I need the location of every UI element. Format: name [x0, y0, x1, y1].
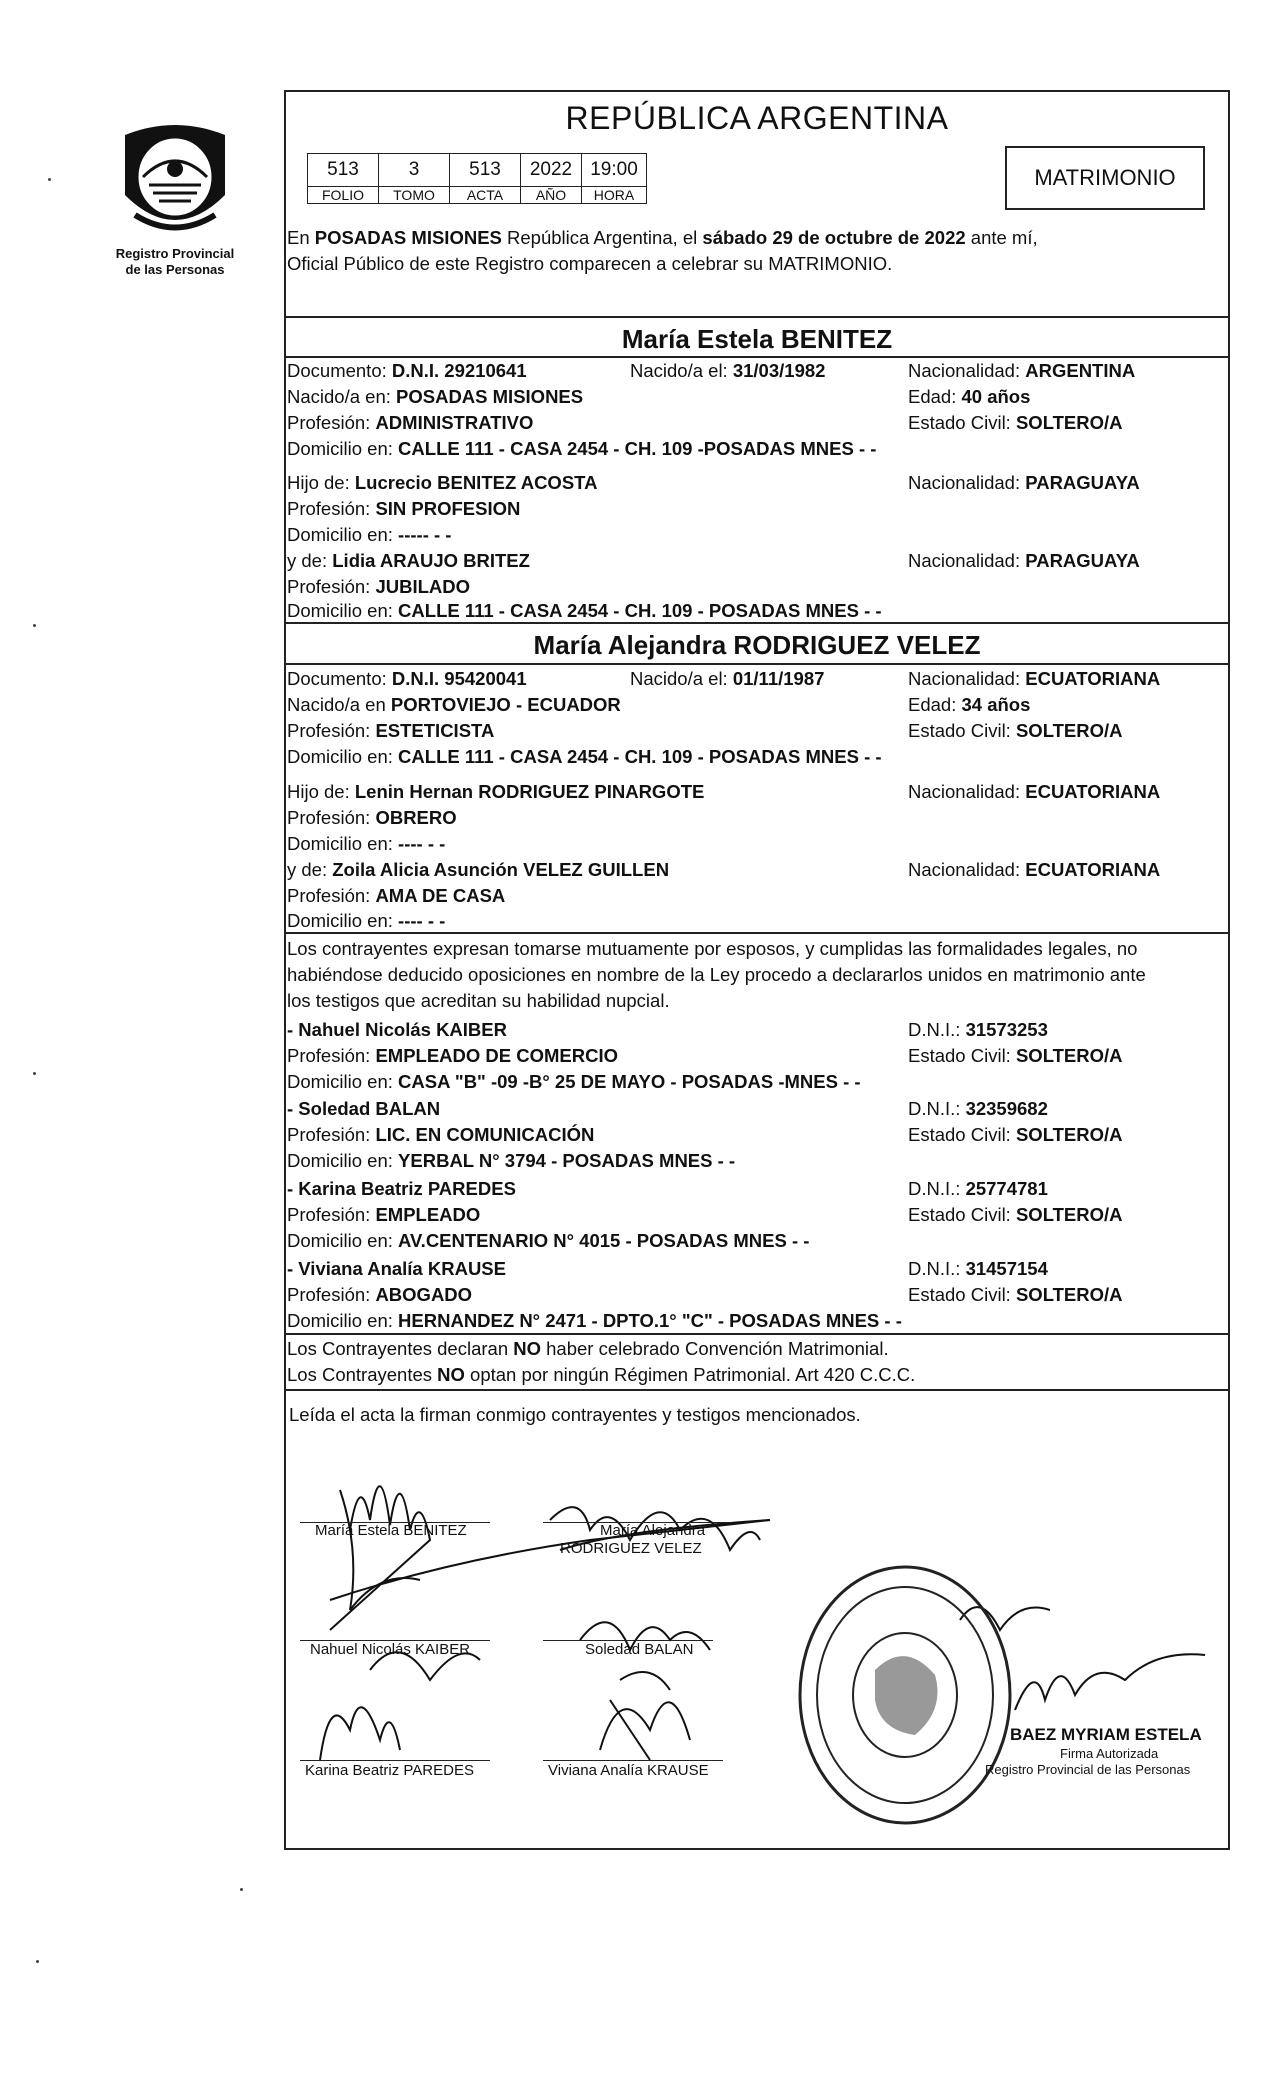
field-label: Documento:: [287, 360, 392, 381]
field-value: HERNANDEZ N° 2471 - DPTO.1° "C" - POSADAS MNES - -: [398, 1310, 902, 1331]
official-office: Registro Provincial de las Personas: [985, 1762, 1191, 1777]
field-value: OBRERO: [375, 807, 457, 828]
intro-text: República Argentina, el: [501, 227, 703, 248]
note-text: Los Contrayentes declaran: [287, 1338, 514, 1359]
intro-text: En: [287, 227, 315, 248]
folio-cell: [307, 153, 379, 204]
field-label: Domicilio en:: [287, 1230, 399, 1251]
field-value: ECUATORIANA: [1025, 781, 1161, 802]
field-label: Edad:: [908, 386, 962, 407]
spouse2-madre-nac: [908, 857, 1160, 882]
intro-line-1: [287, 225, 1038, 250]
signature-label-krause: Viviana Analía KRAUSE: [548, 1762, 709, 1779]
intro-city: POSADAS MISIONES: [314, 227, 502, 248]
registry-logo: [100, 115, 250, 277]
field-value: Lidia ARAUJO BRITEZ: [332, 550, 530, 571]
field-value: D.N.I. 29210641: [391, 360, 527, 381]
field-value: ESTETICISTA: [375, 720, 495, 741]
field-value: CALLE 111 - CASA 2454 - CH. 109 -POSADAS MNES - -: [398, 438, 877, 459]
field-value: CALLE 111 - CASA 2454 - CH. 109 - POSADAS MNES - -: [398, 600, 882, 621]
field-label: Nacionalidad:: [908, 360, 1026, 381]
field-label: Profesión:: [287, 1124, 376, 1145]
witness1-dni: [908, 1017, 1048, 1042]
field-value: SIN PROFESION: [375, 498, 521, 519]
tomo-label: TOMO: [379, 186, 449, 203]
tomo-cell: [378, 153, 450, 204]
spouse2-name: María Alejandra RODRIGUEZ VELEZ: [533, 630, 981, 660]
field-label: Nacido/a el:: [630, 668, 733, 689]
witness2-domicilio: [287, 1148, 735, 1173]
hora-value: 19:00: [590, 159, 638, 180]
field-value: Lucrecio BENITEZ ACOSTA: [354, 472, 598, 493]
field-value: ABOGADO: [375, 1284, 473, 1305]
spouse1-madre-prof: [287, 574, 470, 599]
spouse1-name: María Estela BENITEZ: [621, 324, 893, 354]
field-value: 31/03/1982: [732, 360, 826, 381]
field-value: SOLTERO/A: [1015, 1204, 1123, 1225]
note-text: optan por ningún Régimen Patrimonial. Art 420 C.C.C.: [464, 1364, 916, 1385]
field-value: 01/11/1987: [732, 668, 825, 689]
field-label: Domicilio en:: [287, 1071, 399, 1092]
note-convention: [287, 1336, 889, 1361]
witness2-estado: [908, 1122, 1123, 1147]
country-title: REPÚBLICA ARGENTINA: [565, 100, 949, 136]
field-label: Profesión:: [287, 1204, 376, 1225]
field-label: Hijo de:: [287, 781, 355, 802]
field-value: Lenin Hernan RODRIGUEZ PINARGOTE: [354, 781, 705, 802]
folio-label: FOLIO: [308, 186, 378, 203]
field-value: AV.CENTENARIO N° 4015 - POSADAS MNES - -: [398, 1230, 810, 1251]
spouse2-edad: [908, 692, 1030, 717]
spouse1-lugar: [287, 384, 583, 409]
spouse2-padre-dom: [287, 831, 445, 856]
spouse2-madre-dom: [287, 908, 445, 933]
field-label: Profesión:: [287, 885, 376, 906]
field-label: Domicilio en:: [287, 910, 399, 931]
field-value: YERBAL N° 3794 - POSADAS MNES - -: [398, 1150, 736, 1171]
field-value: SOLTERO/A: [1015, 720, 1123, 741]
spouse1-padre-prof: [287, 496, 520, 521]
witness3-estado: [908, 1202, 1123, 1227]
witness2-profesion: [287, 1122, 594, 1147]
field-value: EMPLEADO: [375, 1204, 481, 1225]
scan-speck: [33, 1072, 36, 1075]
signature-line: [300, 1760, 490, 1761]
spouse1-profesion: [287, 410, 533, 435]
field-value: ADMINISTRATIVO: [375, 412, 534, 433]
field-value: ECUATORIANA: [1025, 859, 1161, 880]
field-value: PARAGUAYA: [1025, 550, 1140, 571]
field-label: Profesión:: [287, 498, 376, 519]
declaration-line-3: los testigos que acreditan su habilidad nupcial.: [287, 990, 670, 1011]
spouse2-nacido: [630, 666, 824, 691]
spouse1-estado: [908, 410, 1123, 435]
tomo-value: 3: [408, 159, 420, 180]
field-value: ----- - -: [398, 524, 452, 545]
note-emphasis: NO: [513, 1338, 541, 1359]
field-label: y de:: [287, 550, 333, 571]
witness2-name: - Soledad BALAN: [287, 1098, 441, 1119]
witness3-dni: [908, 1176, 1048, 1201]
divider: [284, 663, 1230, 665]
field-label: Profesión:: [287, 1284, 376, 1305]
field-value: SOLTERO/A: [1015, 412, 1123, 433]
field-value: ---- - -: [398, 910, 446, 931]
field-value: D.N.I. 95420041: [391, 668, 527, 689]
spouse2-estado: [908, 718, 1123, 743]
official-seal-icon: [795, 1560, 1015, 1830]
spouse1-madre-dom: [287, 598, 882, 623]
field-label: Profesión:: [287, 720, 376, 741]
signature-label-kaiber: Nahuel Nicolás KAIBER: [310, 1641, 471, 1658]
witness2-dni: [908, 1096, 1048, 1121]
field-value: SOLTERO/A: [1015, 1284, 1123, 1305]
spouse1-padre-dom: [287, 522, 451, 547]
field-value: AMA DE CASA: [375, 885, 506, 906]
acta-cell: [449, 153, 521, 204]
ano-value: 2022: [529, 159, 573, 180]
field-label: Nacido/a en: [287, 694, 391, 715]
field-value: POSADAS MISIONES: [396, 386, 584, 407]
witness4-dni: [908, 1256, 1048, 1281]
record-type-box: MATRIMONIO: [1005, 146, 1205, 210]
provincial-shield-icon: [115, 115, 235, 245]
intro-date: sábado 29 de octubre de 2022: [702, 227, 966, 248]
divider: [284, 1389, 1230, 1391]
field-value: 25774781: [965, 1178, 1048, 1199]
witness4-profesion: [287, 1282, 472, 1307]
field-value: LIC. EN COMUNICACIÓN: [375, 1124, 595, 1145]
field-label: Domicilio en:: [287, 524, 399, 545]
official-name: BAEZ MYRIAM ESTELA: [1010, 1725, 1202, 1744]
intro-text: ante mí,: [965, 227, 1038, 248]
witness4-domicilio: [287, 1308, 902, 1333]
hora-label: HORA: [582, 186, 646, 203]
spouse2-nacionalidad: [908, 666, 1160, 691]
field-label: Profesión:: [287, 807, 376, 828]
witness1-estado: [908, 1043, 1123, 1068]
logo-caption-line1: Registro Provincial: [115, 246, 235, 261]
signature-label-benitez: María Estela BENITEZ: [315, 1522, 467, 1539]
witness3-profesion: [287, 1202, 480, 1227]
field-label: Estado Civil:: [908, 1124, 1016, 1145]
field-label: Estado Civil:: [908, 720, 1016, 741]
field-label: Domicilio en:: [287, 1150, 399, 1171]
spouse2-lugar: [287, 692, 621, 717]
witness1-name: - Nahuel Nicolás KAIBER: [287, 1019, 507, 1040]
signature-line: [543, 1760, 723, 1761]
field-value: PORTOVIEJO - ECUADOR: [390, 694, 621, 715]
signature-label-paredes: Karina Beatriz PAREDES: [305, 1762, 474, 1779]
spouse2-padre-nac: [908, 779, 1160, 804]
spouse1-domicilio: [287, 436, 876, 461]
field-value: 34 años: [961, 694, 1031, 715]
acta-label: ACTA: [450, 186, 520, 203]
official-role: Firma Autorizada: [1060, 1746, 1159, 1761]
note-text: haber celebrado Convención Matrimonial.: [541, 1338, 889, 1359]
signature-label-rodriguez-2: RODRIGUEZ VELEZ: [560, 1540, 702, 1557]
field-label: Estado Civil:: [908, 1204, 1016, 1225]
intro-line-2: Oficial Público de este Registro comparecen a celebrar su MATRIMONIO.: [287, 253, 893, 274]
field-label: Profesión:: [287, 1045, 376, 1066]
note-text: Los Contrayentes: [287, 1364, 438, 1385]
field-value: ---- - -: [398, 833, 446, 854]
field-value: EMPLEADO DE COMERCIO: [375, 1045, 619, 1066]
ano-label: AÑO: [521, 186, 581, 203]
witness1-domicilio: [287, 1069, 861, 1094]
field-value: 32359682: [965, 1098, 1048, 1119]
acta-value: 513: [469, 159, 501, 180]
field-value: SOLTERO/A: [1015, 1045, 1123, 1066]
field-label: Profesión:: [287, 576, 376, 597]
field-label: Profesión:: [287, 412, 376, 433]
spouse1-nacionalidad: [908, 358, 1135, 383]
field-value: JUBILADO: [375, 576, 470, 597]
field-label: D.N.I.:: [908, 1019, 966, 1040]
scan-speck: [48, 178, 51, 181]
declaration-line-2: habiéndose deducido oposiciones en nombre de la Ley procedo a declararlos unidos en matrimonio ante: [287, 964, 1146, 985]
spouse2-madre-prof: [287, 883, 505, 908]
field-value: CASA "B" -09 -B° 25 DE MAYO - POSADAS -MNES - -: [398, 1071, 861, 1092]
logo-caption-line2: de las Personas: [125, 262, 225, 277]
spouse2-madre: [287, 857, 669, 882]
spouse1-documento: [287, 358, 527, 383]
field-label: Nacionalidad:: [908, 859, 1026, 880]
field-value: CALLE 111 - CASA 2454 - CH. 109 - POSADAS MNES - -: [398, 746, 882, 767]
field-label: Domicilio en:: [287, 600, 399, 621]
signatures-intro: Leída el acta la firman conmigo contrayentes y testigos mencionados.: [289, 1404, 861, 1425]
spouse2-domicilio: [287, 744, 882, 769]
official-signature: [1005, 1640, 1215, 1730]
field-value: SOLTERO/A: [1015, 1124, 1123, 1145]
field-label: Domicilio en:: [287, 1310, 399, 1331]
witness4-name: - Viviana Analía KRAUSE: [287, 1258, 506, 1279]
spouse2-profesion: [287, 718, 494, 743]
note-regime: [287, 1362, 915, 1387]
field-label: Estado Civil:: [908, 412, 1016, 433]
field-label: Nacido/a en:: [287, 386, 397, 407]
spouse1-padre: [287, 470, 597, 495]
spouse1-madre-nac: [908, 548, 1140, 573]
field-value: Zoila Alicia Asunción VELEZ GUILLEN: [332, 859, 670, 880]
field-label: Nacionalidad:: [908, 472, 1026, 493]
field-label: D.N.I.:: [908, 1178, 966, 1199]
hora-cell: [581, 153, 647, 204]
field-label: Nacionalidad:: [908, 550, 1026, 571]
scan-speck: [36, 1960, 39, 1963]
scan-speck: [240, 1888, 243, 1891]
spouse1-nacido: [630, 358, 825, 383]
field-label: Nacido/a el:: [630, 360, 733, 381]
spouse1-edad: [908, 384, 1030, 409]
field-label: Hijo de:: [287, 472, 355, 493]
field-label: Domicilio en:: [287, 833, 399, 854]
field-label: Nacionalidad:: [908, 781, 1026, 802]
field-value: ARGENTINA: [1025, 360, 1136, 381]
witness3-domicilio: [287, 1228, 809, 1253]
witness3-name: - Karina Beatriz PAREDES: [287, 1178, 516, 1199]
spouse2-padre: [287, 779, 704, 804]
field-value: ECUATORIANA: [1025, 668, 1161, 689]
witness4-estado: [908, 1282, 1123, 1307]
field-value: 31457154: [965, 1258, 1048, 1279]
field-label: D.N.I.:: [908, 1098, 966, 1119]
field-label: Edad:: [908, 694, 962, 715]
field-label: Documento:: [287, 668, 392, 689]
field-value: 40 años: [961, 386, 1031, 407]
scan-speck: [33, 624, 36, 627]
declaration-line-1: Los contrayentes expresan tomarse mutuamente por esposos, y cumplidas las formalidades legales, no: [287, 938, 1138, 959]
spouse1-madre: [287, 548, 530, 573]
spouse2-padre-prof: [287, 805, 457, 830]
signature-label-balan: Soledad BALAN: [585, 1641, 694, 1658]
field-value: 31573253: [965, 1019, 1048, 1040]
field-value: PARAGUAYA: [1025, 472, 1140, 493]
signature-label-rodriguez-1: María Alejandra: [600, 1522, 706, 1539]
folio-value: 513: [327, 159, 359, 180]
divider: [284, 1333, 1230, 1335]
note-emphasis: NO: [437, 1364, 465, 1385]
ano-cell: [520, 153, 582, 204]
field-label: Estado Civil:: [908, 1284, 1016, 1305]
spouse1-padre-nac: [908, 470, 1140, 495]
field-label: D.N.I.:: [908, 1258, 966, 1279]
witness1-profesion: [287, 1043, 618, 1068]
field-label: Domicilio en:: [287, 746, 399, 767]
field-label: y de:: [287, 859, 333, 880]
field-label: Estado Civil:: [908, 1045, 1016, 1066]
divider: [284, 316, 1230, 318]
field-label: Nacionalidad:: [908, 668, 1026, 689]
spouse2-documento: [287, 666, 527, 691]
field-label: Domicilio en:: [287, 438, 399, 459]
